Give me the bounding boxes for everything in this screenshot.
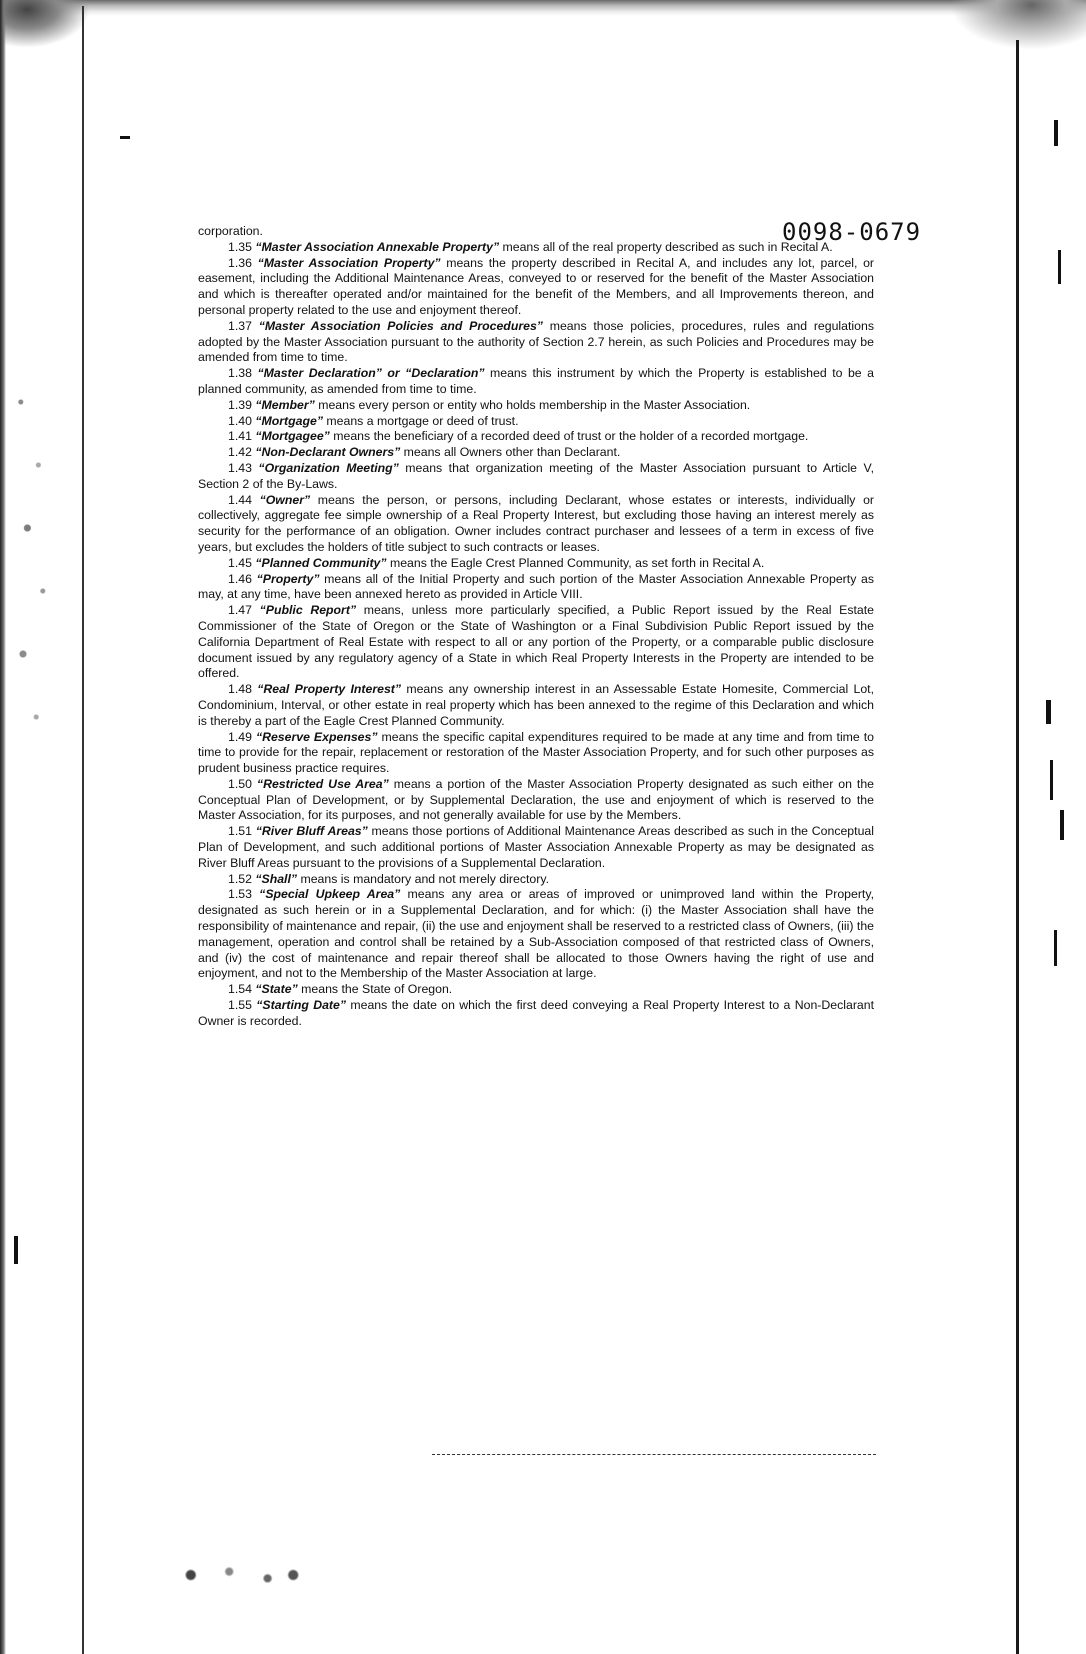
binder-line (1016, 40, 1019, 1654)
definition-term: “Shall” (255, 871, 298, 886)
scan-speckles (12, 360, 56, 780)
definition-paragraph (198, 256, 874, 319)
scan-mark (1050, 760, 1053, 800)
definition-number: 1.44 (228, 492, 252, 507)
scan-mark (1054, 120, 1058, 146)
definition-number: 1.40 (228, 413, 252, 428)
lead-in-text: corporation. (198, 224, 263, 238)
definition-text: means the person, or persons, including Declarant, whose estates or interests, individually or collectively, aggregate fee simple ownership of a Real Property Interest, but excluding those having an interest merely as security for the performance of an obligation. Owner includes contract purchaser and lessees of a term in excess of five years, but excludes the holders of title subject to such contracts or leases. (198, 492, 874, 554)
definition-text: means the State of Oregon. (297, 982, 453, 997)
definition-paragraph (198, 493, 874, 556)
definition-number: 1.49 (228, 729, 252, 744)
definition-term: “Property” (256, 571, 320, 586)
definition-term: “Restricted Use Area” (256, 776, 389, 791)
definition-paragraph (198, 319, 874, 366)
definition-paragraph (198, 998, 874, 1030)
definition-text: means the Eagle Crest Planned Community, as set forth in Recital A. (386, 555, 765, 570)
definition-text: means the specific capital expenditures required to be made at any time and from time to time to provide for the repair, replacement or restoration of the Master Association Property, and for such other purposes as prudent business practice requires. (198, 729, 875, 776)
definition-term: “Master Association Policies and Procedures” (258, 318, 543, 333)
definition-text: means, unless more particularly specified, a Public Report issued by the Real Estate Commissioner of the State of Oregon or the State of Washington or a Final Subdivision Public Report issued by the California Department of Real Estate with respect to all or any portion of the Property, or a comparable public disclosure document issued by any regulatory agency of a State in which Real Property Interests in the Property are intended to be offered. (198, 603, 875, 681)
definition-text: means any ownership interest in an Assessable Estate Homesite, Commercial Lot, Condominium, Interval, or other estate in real property which has been annexed to the regime of this Declaration and which is thereby a part of the Eagle Crest Planned Community. (198, 682, 874, 728)
definition-text: means any area or areas of improved or unimproved land within the Property, designated as such herein or in a Supplemental Declaration, and for which: (i) the Master Association shall have the responsibility of maintenance and repair, (ii) the use and enjoyment shall be reserved to a restricted class of Owners, (iii) the management, operation and control shall be retained by a Sub-Association composed of that restricted class of Owners, and (iv) the cost of maintenance and repair thereof shall be allocated to those Owners having the right of use and enjoyment, and not to the Membership of the Master Association at large. (198, 887, 875, 981)
scan-mark (1060, 810, 1064, 840)
definition-text: means all of the Initial Property and such portion of the Master Association Annexable Property as may, at any time, have been annexed hereto as provided in Article VIII. (198, 571, 874, 602)
definition-number: 1.50 (228, 776, 252, 791)
definition-term: “Real Property Interest” (257, 682, 402, 697)
definition-number: 1.51 (228, 824, 252, 839)
binder-line (82, 6, 84, 1654)
definition-number: 1.42 (228, 445, 252, 460)
definition-text: means a mortgage or deed of trust. (323, 413, 519, 428)
definition-number: 1.36 (228, 255, 252, 270)
definition-number: 1.35 (228, 239, 252, 254)
definition-term: “Member” (255, 397, 315, 412)
scan-smudge (178, 1558, 306, 1592)
definition-term: “Non-Declarant Owners” (255, 445, 401, 460)
scan-left-edge (0, 0, 6, 1654)
definition-paragraph (198, 240, 874, 256)
definition-term: “Owner” (259, 492, 311, 507)
definition-number: 1.54 (228, 982, 252, 997)
definition-paragraph (198, 982, 874, 998)
definition-text: means all Owners other than Declarant. (400, 445, 621, 460)
definition-number: 1.48 (228, 682, 252, 697)
definition-paragraph (198, 777, 874, 824)
scan-mark (1046, 700, 1051, 724)
definition-number: 1.55 (228, 998, 252, 1013)
definition-paragraph (198, 398, 874, 414)
scan-mark (1058, 250, 1061, 284)
definition-text: means is mandatory and not merely directory. (297, 871, 550, 886)
definition-term: “State” (255, 982, 298, 997)
definition-paragraph (198, 461, 874, 493)
definition-number: 1.46 (228, 571, 252, 586)
definition-paragraph (198, 872, 874, 888)
definition-text: means a portion of the Master Association Property designated as such either on the Conceptual Plan of Development, or by Supplemental Declaration, the use and enjoyment of which is reserved to the Master Association, for its purposes, and not generally available for use by the Members. (198, 776, 875, 823)
definition-term: “Planned Community” (255, 555, 387, 570)
definition-term: “Master Association Property” (257, 255, 441, 270)
definition-term: “Master Association Annexable Property” (255, 239, 500, 254)
definition-number: 1.38 (228, 366, 252, 381)
definition-paragraph (198, 730, 874, 777)
definition-paragraph (198, 445, 874, 461)
definition-number: 1.37 (228, 318, 252, 333)
definition-paragraph (198, 366, 874, 398)
definition-text: means those portions of Additional Maintenance Areas described as such in the Conceptual Plan of Development, and such additional portions of Master Association Annexable Property as may be designated as River Bluff Areas pursuant to the provisions of a Supplemental Declaration. (198, 824, 874, 870)
definition-number: 1.41 (228, 429, 252, 444)
definition-text: means this instrument by which the Property is established to be a planned community, as amended from time to time. (198, 366, 875, 396)
definition-term: “Mortgagee” (255, 429, 330, 444)
definition-term: “Organization Meeting” (258, 460, 399, 475)
document-stamp-number: 0098-0679 (782, 218, 922, 246)
definition-number: 1.43 (228, 460, 252, 475)
definition-paragraph (198, 414, 874, 430)
definition-number: 1.45 (228, 555, 252, 570)
definition-text: means the date on which the first deed conveying a Real Property Interest to a Non-Declarant Owner is recorded. (198, 998, 875, 1028)
definition-paragraph (198, 824, 874, 871)
scan-mark (14, 1236, 18, 1264)
definition-text: means all of the real property described as such in Recital A. (499, 239, 833, 254)
definition-term: “Mortgage” (255, 413, 323, 428)
definition-term: “Special Upkeep Area” (259, 887, 401, 902)
definition-term: “River Bluff Areas” (255, 824, 368, 839)
definition-text: means the property described in Recital A, and includes any lot, parcel, or easement, including the Additional Maintenance Areas, conveyed to or reserved for the benefit of the Master Association and which is thereafter operated and/or maintained for the benefit of the Members, and all Improvements thereon, and personal property related to the use and enjoyment thereof. (198, 255, 874, 317)
definition-paragraph (198, 603, 874, 682)
definition-paragraph (198, 682, 874, 729)
definition-term: “Public Report” (259, 603, 357, 618)
document-body (198, 224, 874, 1030)
definition-term: “Starting Date” (256, 998, 347, 1013)
definition-number: 1.52 (228, 871, 252, 886)
definition-number: 1.39 (228, 397, 252, 412)
scan-top-edge (0, 0, 1086, 16)
definitions-list (198, 240, 874, 1030)
definition-text: means the beneficiary of a recorded deed of trust or the holder of a recorded mortgage. (329, 429, 809, 444)
scan-mark (1054, 930, 1057, 966)
definition-term: “Reserve Expenses” (255, 729, 378, 744)
end-rule (432, 1454, 876, 1455)
definition-text: means that organization meeting of the Master Association pursuant to Article V, Section 2 of the By-Laws. (198, 460, 874, 491)
definition-paragraph (198, 429, 874, 445)
definition-number: 1.47 (228, 603, 252, 618)
scan-mark (120, 136, 130, 139)
definition-text: means those policies, procedures, rules and regulations adopted by the Master Association pursuant to the authority of Section 2.7 herein, as such Policies and Procedures may be amended from time to time. (198, 318, 874, 365)
definition-number: 1.53 (228, 887, 252, 902)
definition-paragraph (198, 556, 874, 572)
definition-text: means every person or entity who holds membership in the Master Association. (314, 397, 751, 412)
definition-paragraph (198, 572, 874, 604)
scan-smudge (0, 0, 90, 48)
definition-paragraph (198, 887, 874, 982)
definition-term: “Master Declaration” or “Declaration” (257, 366, 485, 381)
